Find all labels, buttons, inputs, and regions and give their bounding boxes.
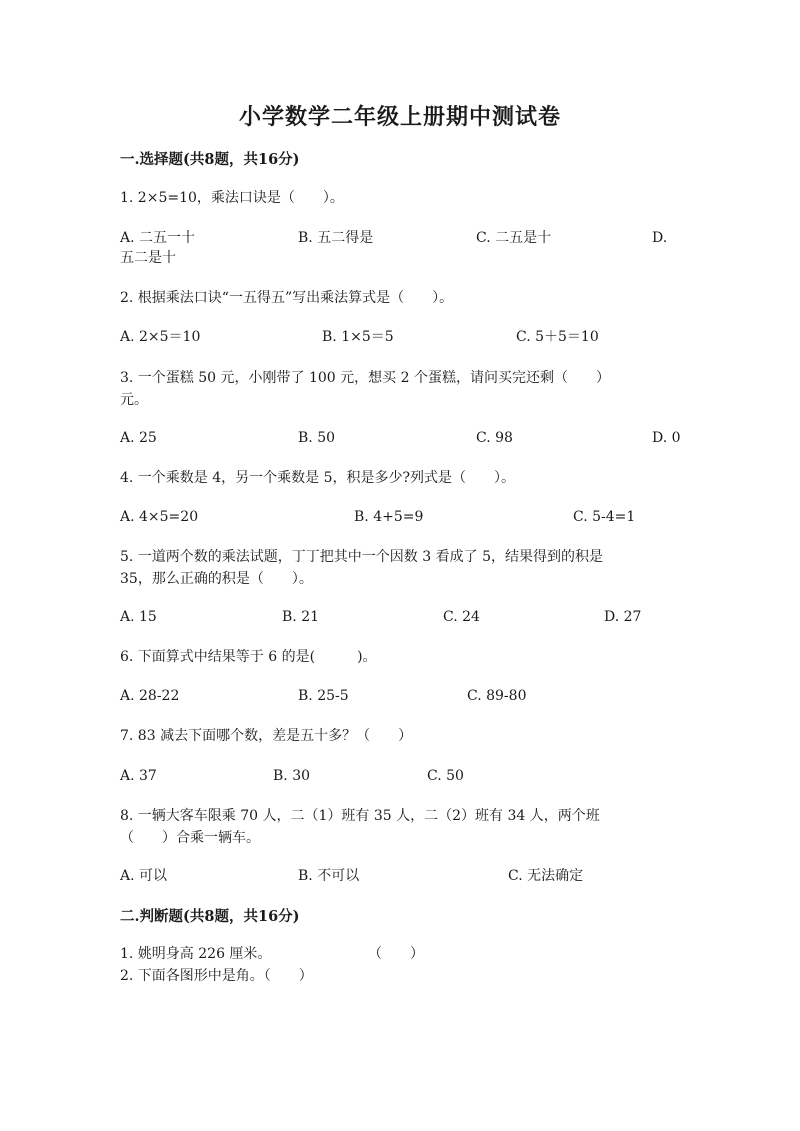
q8-option-c: C. 无法确定 bbox=[508, 868, 584, 884]
question-3-line-2: 元。 bbox=[120, 392, 148, 408]
question-8 bbox=[120, 805, 680, 849]
question-4 bbox=[120, 467, 680, 489]
q1-option-a: A. 二五一十 bbox=[120, 230, 196, 246]
q3-option-b: B. 50 bbox=[298, 430, 336, 446]
question-7-text: 7. 83 减去下面哪个数，差是五十多？（ ） bbox=[120, 728, 413, 744]
q6-option-c: C. 89-80 bbox=[467, 688, 527, 704]
judgement-2-text: 2. 下面各图形中是角。（ ） bbox=[120, 968, 313, 984]
question-3 bbox=[120, 367, 680, 411]
question-5-line-2: 35，那么正确的积是（ ）。 bbox=[120, 571, 313, 587]
q5-option-b: B. 21 bbox=[282, 609, 320, 625]
question-1 bbox=[120, 187, 680, 209]
q6-option-b: B. 25-5 bbox=[298, 688, 349, 704]
judgement-1-text: 1. 姚明身高 226 厘米。 bbox=[120, 946, 272, 962]
q1-option-d-continued: 五二是十 bbox=[120, 250, 176, 266]
q7-option-a: A. 37 bbox=[120, 768, 157, 784]
q1-option-c: C. 二五是十 bbox=[476, 230, 552, 246]
question-8-line-1: 8. 一辆大客车限乘 70 人，二（1）班有 35 人，二（2）班有 34 人，两个班 bbox=[120, 808, 600, 824]
q1-option-d: D. bbox=[652, 230, 668, 246]
q2-option-c: C. 5＋5＝10 bbox=[516, 329, 599, 345]
q2-option-b: B. 1×5＝5 bbox=[322, 329, 394, 345]
section-heading-judgement: 二.判断题(共8题，共16分) bbox=[120, 908, 300, 925]
q3-option-d: D. 0 bbox=[652, 430, 681, 446]
question-2 bbox=[120, 287, 680, 309]
q5-option-d: D. 27 bbox=[604, 609, 642, 625]
page-title: 小学数学二年级上册期中测试卷 bbox=[238, 104, 561, 130]
judgement-1-answer-paren: （ ） bbox=[368, 946, 424, 962]
q4-option-c: C. 5-4=1 bbox=[573, 509, 636, 525]
q6-option-a: A. 28-22 bbox=[120, 688, 180, 704]
q8-option-b: B. 不可以 bbox=[298, 868, 360, 884]
q7-option-c: C. 50 bbox=[427, 768, 464, 784]
question-7 bbox=[120, 725, 680, 747]
q3-option-c: C. 98 bbox=[476, 430, 513, 446]
question-3-line-1: 3. 一个蛋糕 50 元，小刚带了 100 元，想买 2 个蛋糕，请问买完还剩（ ） bbox=[120, 370, 610, 386]
q5-option-c: C. 24 bbox=[443, 609, 480, 625]
q4-option-b: B. 4+5=9 bbox=[354, 509, 424, 525]
question-8-line-2: （ ）合乘一辆车。 bbox=[120, 830, 260, 846]
section-heading-choice: 一.选择题(共8题，共16分) bbox=[120, 151, 300, 168]
question-5 bbox=[120, 546, 680, 590]
q5-option-a: A. 15 bbox=[120, 609, 157, 625]
question-2-text: 2. 根据乘法口诀“一五得五”写出乘法算式是（ ）。 bbox=[120, 290, 454, 306]
q2-option-a: A. 2×5＝10 bbox=[120, 329, 201, 345]
q1-option-b: B. 五二得是 bbox=[298, 230, 374, 246]
question-1-text: 1. 2×5=10，乘法口诀是（ ）。 bbox=[120, 190, 344, 206]
question-4-text: 4. 一个乘数是 4，另一个乘数是 5，积是多少?列式是（ ）。 bbox=[120, 470, 516, 486]
q3-option-a: A. 25 bbox=[120, 430, 157, 446]
question-5-line-1: 5. 一道两个数的乘法试题，丁丁把其中一个因数 3 看成了 5，结果得到的积是 bbox=[120, 549, 603, 565]
question-6-text: 6. 下面算式中结果等于 6 的是( )。 bbox=[120, 649, 377, 665]
q4-option-a: A. 4×5=20 bbox=[120, 509, 199, 525]
question-6 bbox=[120, 646, 680, 668]
q7-option-b: B. 30 bbox=[273, 768, 311, 784]
q8-option-a: A. 可以 bbox=[120, 868, 168, 884]
